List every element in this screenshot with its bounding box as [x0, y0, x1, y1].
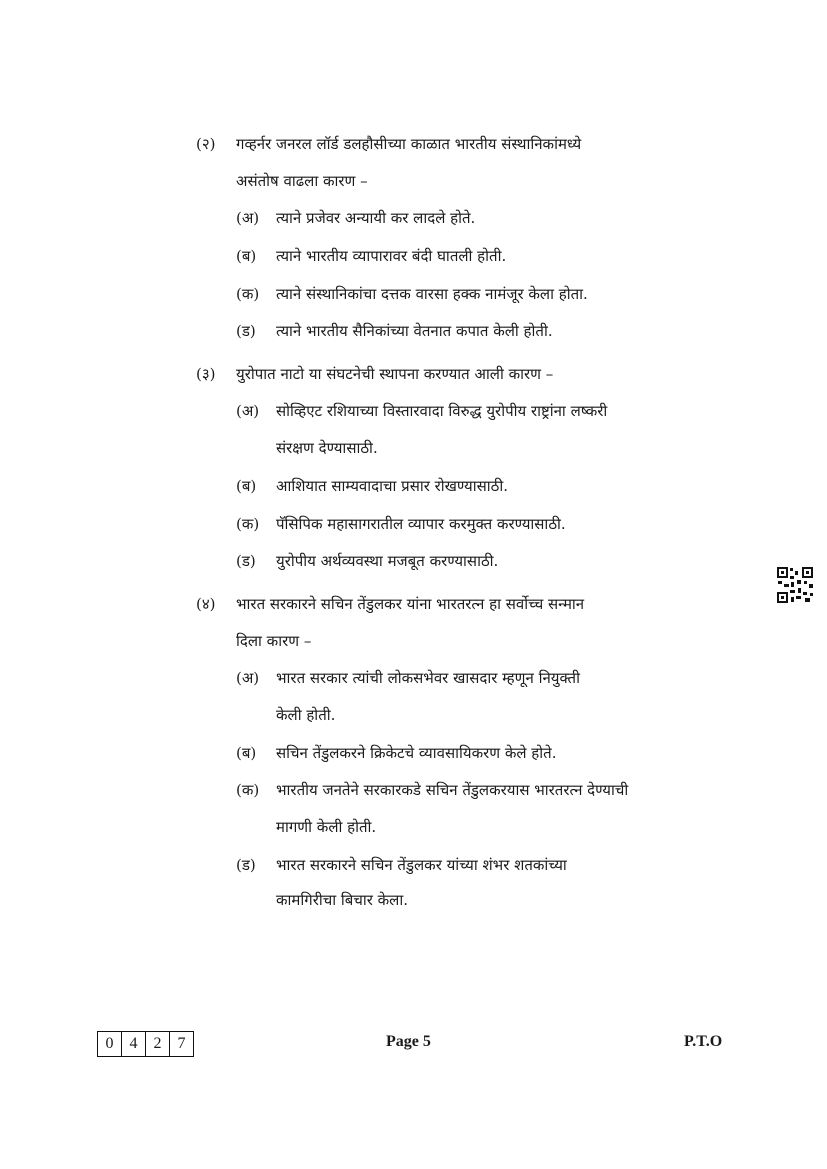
option-label: (ड) — [236, 856, 256, 874]
paper-code-box — [97, 1031, 194, 1057]
question-number: (४) — [196, 595, 216, 613]
option-text: केली होती. — [276, 706, 336, 724]
option-text: भारतीय जनतेने सरकारकडे सचिन तेंडुलकरयास भारतरत्न देण्याची — [276, 781, 629, 799]
option-label: (अ) — [236, 669, 260, 687]
question-text-line: भारत सरकारने सचिन तेंडुलकर यांना भारतरत्न हा सर्वोच्च सन्मान — [236, 595, 585, 613]
question-number: (३) — [196, 365, 216, 383]
option-label: (ब) — [236, 477, 257, 495]
option-label: (क) — [236, 285, 260, 303]
page-number: Page 5 — [386, 1033, 431, 1050]
option-text: त्याने भारतीय व्यापारावर बंदी घातली होती. — [276, 247, 507, 265]
code-digit: 4 — [122, 1032, 146, 1056]
question-number: (२) — [196, 135, 216, 153]
option-text: पॅसिपिक महासागरातील व्यापार करमुक्त करण्यासाठी. — [276, 515, 566, 533]
option-text: मागणी केली होती. — [276, 818, 377, 836]
option-text: सोव्हिएट रशियाच्या विस्तारवादा विरुद्ध युरोपीय राष्ट्रांना लष्करी — [276, 402, 608, 420]
option-text: संरक्षण देण्यासाठी. — [276, 439, 378, 457]
qr-code — [776, 566, 814, 604]
code-digit: 0 — [98, 1032, 122, 1056]
option-label: (क) — [236, 781, 260, 799]
option-text: कामगिरीचा बिचार केला. — [276, 891, 409, 909]
option-text: त्याने संस्थानिकांचा दत्तक वारसा हक्क नामंजूर केला होता. — [276, 285, 588, 303]
option-text: त्याने प्रजेवर अन्यायी कर लादले होते. — [276, 209, 476, 227]
option-text: त्याने भारतीय सैनिकांच्या वेतनात कपात केली होती. — [276, 322, 553, 340]
option-label: (अ) — [236, 209, 260, 227]
question-text-line: दिला कारण – — [236, 632, 312, 650]
code-digit: 7 — [177, 1035, 186, 1052]
option-text: भारत सरकारने सचिन तेंडुलकर यांच्या शंभर शतकांच्या — [276, 856, 567, 874]
code-digit: 2 — [146, 1032, 170, 1056]
option-text: सचिन तेंडुलकरने क्रिकेटचे व्यावसायिकरण केले होते. — [276, 744, 557, 762]
option-label: (ब) — [236, 744, 257, 762]
option-label: (अ) — [236, 402, 260, 420]
question-text-line: गव्हर्नर जनरल लॉर्ड डलहौसीच्या काळात भारतीय संस्थानिकांमध्ये — [236, 135, 582, 153]
pto-label: P.T.O — [684, 1033, 723, 1050]
question-text-line: असंतोष वाढला कारण – — [236, 172, 368, 190]
option-label: (ब) — [236, 247, 257, 265]
option-text: युरोपीय अर्थव्यवस्था मजबूत करण्यासाठी. — [276, 552, 499, 570]
option-label: (ड) — [236, 322, 256, 340]
option-text: आशियात साम्यवादाचा प्रसार रोखण्यासाठी. — [276, 477, 509, 495]
question-text-line: युरोपात नाटो या संघटनेची स्थापना करण्यात आली कारण – — [236, 365, 554, 383]
option-label: (ड) — [236, 552, 256, 570]
option-label: (क) — [236, 515, 260, 533]
option-text: भारत सरकार त्यांची लोकसभेवर खासदार म्हणून नियुक्ती — [276, 669, 580, 687]
